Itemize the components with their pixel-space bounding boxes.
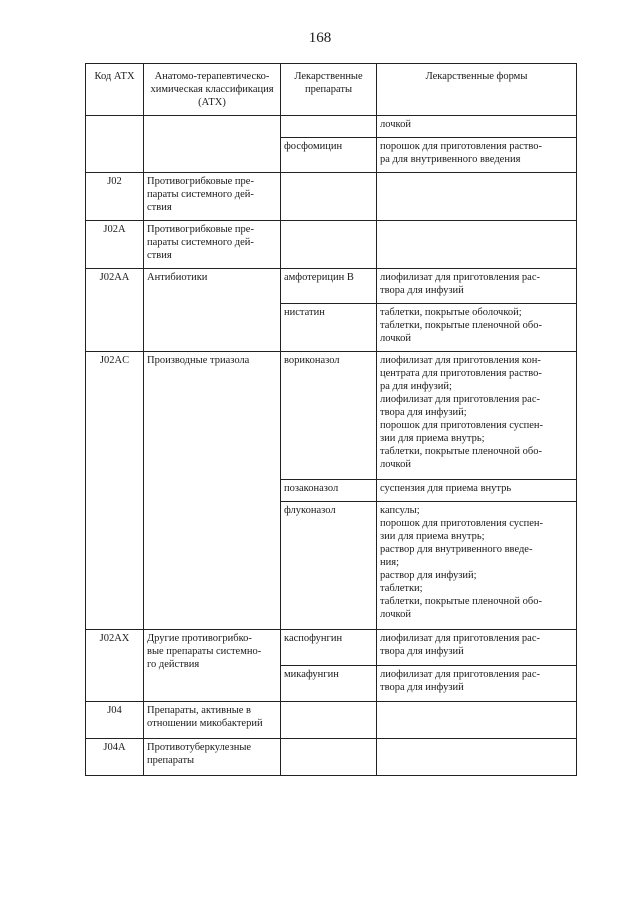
table-row (86, 116, 577, 138)
drug-name-cell: микафунгин (281, 666, 377, 702)
atc-code-cell: J04 (86, 702, 144, 739)
drug-name-cell (281, 702, 377, 739)
drug-name-cell: фосфомицин (281, 138, 377, 173)
dosage-forms-cell: суспензия для приема внутрь (377, 480, 577, 502)
atc-classification-cell: Производные триазола (144, 352, 281, 630)
drug-name-cell: нистатин (281, 304, 377, 352)
dosage-forms-cell: порошок для приготовления раство- ра для внутривенного введения (377, 138, 577, 173)
table-header-row (86, 64, 577, 116)
drug-name-cell: позаконазол (281, 480, 377, 502)
header-atc-code: Код АТХ (86, 64, 144, 116)
dosage-forms-cell (377, 739, 577, 776)
header-atc-classification: Анатомо-терапевтическо-химическая классификация (АТХ) (144, 64, 281, 116)
table-row (86, 221, 577, 269)
table-body (86, 116, 577, 776)
drug-name-cell: каспофунгин (281, 630, 377, 666)
atc-classification-cell: Антибиотики (144, 269, 281, 352)
drug-name-cell: амфотерицин В (281, 269, 377, 304)
atc-code-cell: J04A (86, 739, 144, 776)
atc-classification-cell: Противогрибковые пре- параты системного дей- ствия (144, 173, 281, 221)
table-row (86, 739, 577, 776)
dosage-forms-cell: капсулы; порошок для приготовления суспен- зии для приема внутрь; раствор для внутривенного введе- ния; раствор для инфузий; таблетки; таблетки, покрытые пленочной обо- лочкой (377, 502, 577, 630)
drug-name-cell (281, 739, 377, 776)
header-dosage-forms: Лекарственные формы (377, 64, 577, 116)
dosage-forms-cell: лиофилизат для приготовления рас- твора для инфузий (377, 630, 577, 666)
atc-classification-cell: Противогрибковые пре- параты системного дей- ствия (144, 221, 281, 269)
atc-code-cell: J02A (86, 221, 144, 269)
drug-name-cell: вориконазол (281, 352, 377, 480)
table-row (86, 630, 577, 666)
dosage-forms-cell (377, 221, 577, 269)
drug-name-cell (281, 221, 377, 269)
table-row (86, 352, 577, 480)
atc-classification-cell: Другие противогрибко- вые препараты системно- го действия (144, 630, 281, 702)
dosage-forms-cell: лиофилизат для приготовления рас- твора для инфузий (377, 666, 577, 702)
table-row (86, 173, 577, 221)
atc-code-cell: J02AX (86, 630, 144, 702)
atc-classification-cell: Препараты, активные в отношении микобактерий (144, 702, 281, 739)
atc-classification-cell (144, 116, 281, 173)
atc-classification-cell: Противотуберкулезные препараты (144, 739, 281, 776)
header-drugs: Лекарственные препараты (281, 64, 377, 116)
drug-name-cell (281, 116, 377, 138)
dosage-forms-cell (377, 173, 577, 221)
atc-code-cell: J02AA (86, 269, 144, 352)
table-row (86, 269, 577, 304)
dosage-forms-cell: лочкой (377, 116, 577, 138)
dosage-forms-cell: таблетки, покрытые оболочкой; таблетки, покрытые пленочной обо- лочкой (377, 304, 577, 352)
table-row (86, 702, 577, 739)
drug-name-cell: флуконазол (281, 502, 377, 630)
atc-drug-table (85, 63, 577, 776)
drug-name-cell (281, 173, 377, 221)
dosage-forms-cell (377, 702, 577, 739)
page-number: 168 (308, 30, 332, 46)
atc-code-cell: J02 (86, 173, 144, 221)
atc-code-cell: J02AC (86, 352, 144, 630)
atc-code-cell (86, 116, 144, 173)
dosage-forms-cell: лиофилизат для приготовления рас- твора для инфузий (377, 269, 577, 304)
dosage-forms-cell: лиофилизат для приготовления кон- центрата для приготовления раство- ра для инфузий; лиофилизат для приготовления рас- твора для инфузий; порошок для приготовления суспен- зии для приема внутрь; таблетки, покрытые пленочной обо- лочкой (377, 352, 577, 480)
